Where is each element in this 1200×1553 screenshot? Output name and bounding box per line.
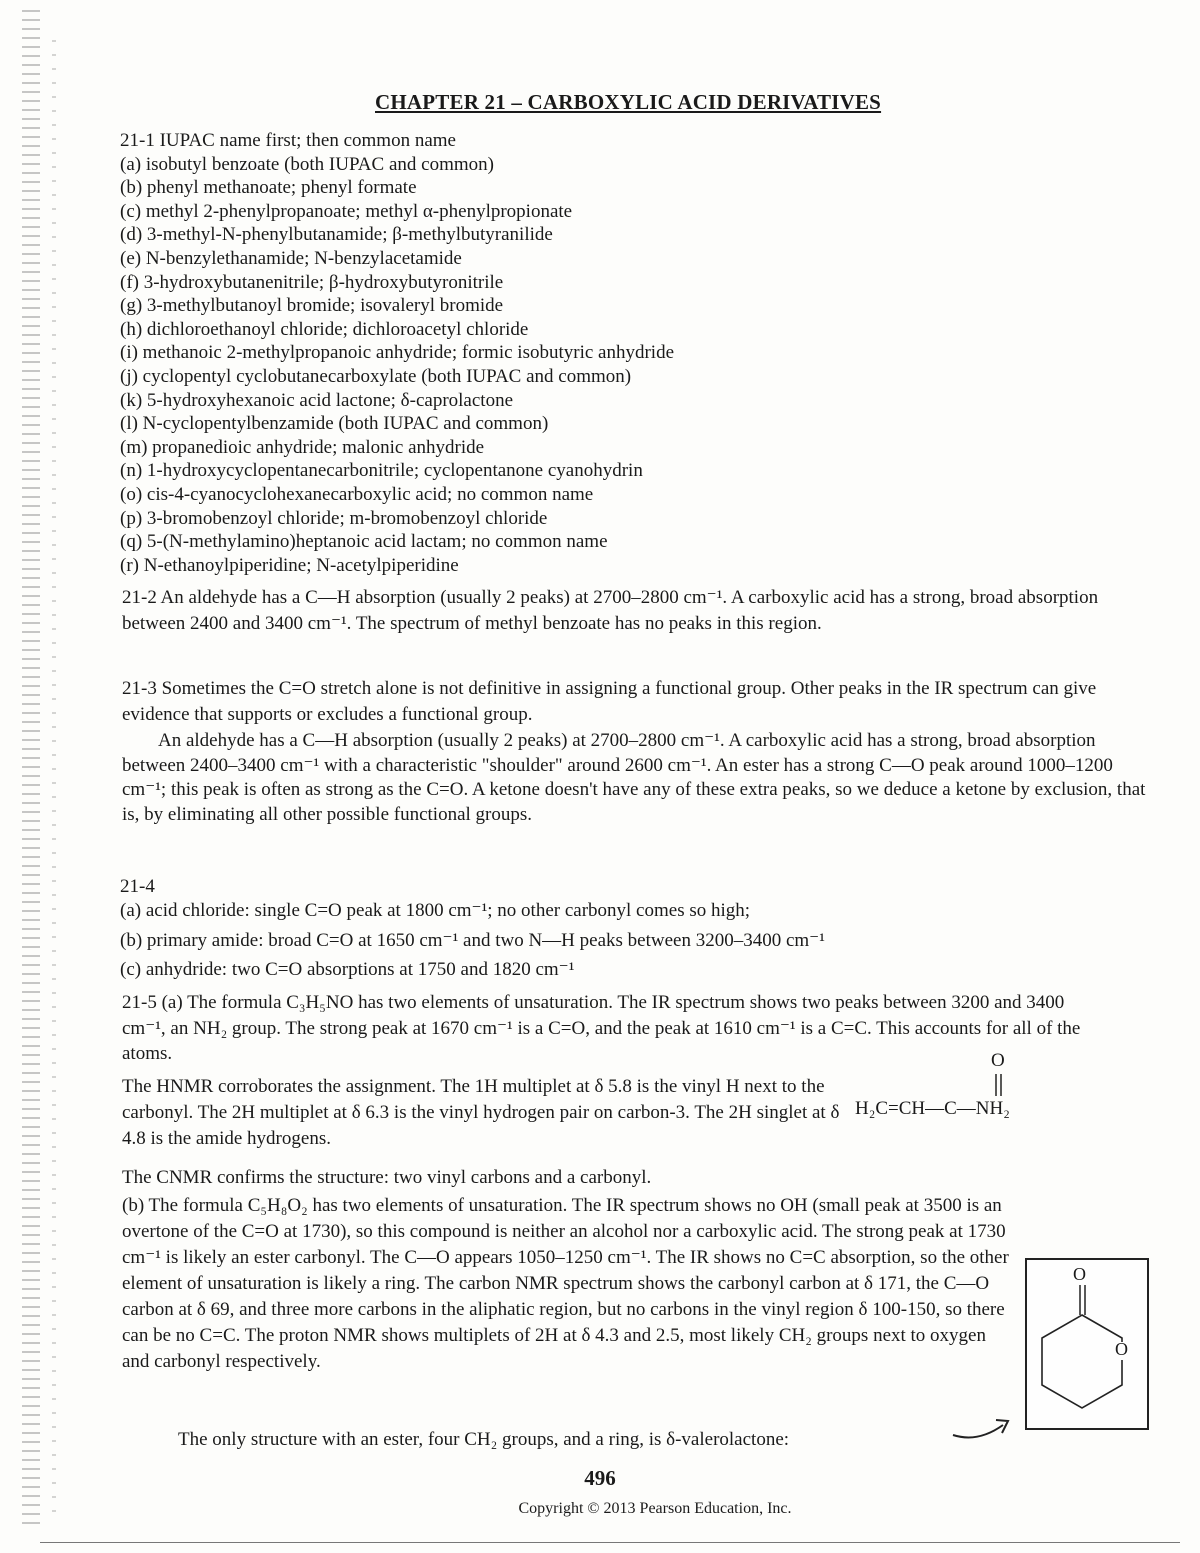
double-bond-mark [993,1072,1005,1098]
section-21-5a-ir: 21-5 (a) The formula C₃H₅NO has two elements of unsaturation. The IR spectrum shows two peaks between 3200 and 3400 cm⁻¹, an NH₂ group. The strong peak at 1670 cm⁻¹ is a C=O, and the peak at 1610 cm⁻¹ is a C=C. This accounts for all of the atoms. [122,992,1081,1064]
list-item: (j) cyclopentyl cyclobutanecarboxylate (both IUPAC and common) [120,365,632,387]
copyright: Copyright © 2013 Pearson Education, Inc. [518,1500,792,1517]
chapter-title: CHAPTER 21 – CARBOXYLIC ACID DERIVATIVES [375,90,882,114]
acrylamide-structure [855,1050,1095,1130]
pointer-arrow-icon [948,1395,1018,1445]
section-21-1 [120,129,1020,577]
section-21-4-b: (b) primary amide: broad C=O at 1650 cm⁻¹ and two N—H peaks between 3200–3400 cm⁻¹ [120,930,825,951]
section-21-3-body: An aldehyde has a C—H absorption (usually 2 peaks) at 2700–2800 cm⁻¹. A carboxylic acid has a strong, broad absorption between 2400–3400 cm⁻¹ with a characteristic "shoulder" around 2600 cm⁻¹. An ester has a strong C—O peak around 1000–1200 cm⁻¹; this peak is often as strong as the C=O. A ketone doesn't have any of these extra peaks, so we deduce a ketone by exclusion, that is, by eliminating all other possible functional groups. [122,730,1146,825]
section-21-2: 21-2 An aldehyde has a C—H absorption (usually 2 peaks) at 2700–2800 cm⁻¹. A carboxylic acid has a strong, broad absorption between 2400 and 3400 cm⁻¹. The spectrum of methyl benzoate has no peaks in this region. [122,587,1099,634]
section-21-5b-conclusion: The only structure with an ester, four CH₂ groups, and a ring, is δ-valerolactone: [178,1429,790,1450]
section-21-4-a: (a) acid chloride: single C=O peak at 1800 cm⁻¹; no other carbonyl comes so high; [120,900,751,921]
list-item: (q) 5-(N-methylamino)heptanoic acid lactam; no common name [120,531,608,553]
list-item: (m) propanedioic anhydride; malonic anhydride [120,436,485,458]
list-item: (i) methanoic 2-methylpropanoic anhydride; formic isobutyric anhydride [120,342,674,364]
section-21-4-c: (c) anhydride: two C=O absorptions at 1750 and 1820 cm⁻¹ [120,959,575,980]
lactone-ring-drawing [1027,1260,1147,1428]
binding-edge [22,10,40,1530]
list-item: (p) 3-bromobenzoyl chloride; m-bromobenzoyl chloride [120,507,548,529]
list-item: (c) methyl 2-phenylpropanoate; methyl α-phenylpropionate [120,200,573,222]
list-item: (d) 3-methyl-N-phenylbutanamide; β-methylbutyranilide [120,224,553,246]
valerolactone-structure [1025,1258,1149,1430]
list-item: (o) cis-4-cyanocyclohexanecarboxylic acid; no common name [120,483,594,505]
list-item: (r) N-ethanoylpiperidine; N-acetylpiperidine [120,554,459,576]
section-21-1-intro: 21-1 IUPAC name first; then common name [120,130,456,151]
section-21-4-label: 21-4 [120,876,155,897]
list-item: (g) 3-methylbutanoyl bromide; isovaleryl bromide [120,295,504,317]
binding-marks [52,40,56,1520]
carbonyl-oxygen-label: O [991,1050,1005,1071]
list-item: (n) 1-hydroxycyclopentanecarbonitrile; cyclopentanone cyanohydrin [120,460,643,482]
ring-oxygen-label: O [1115,1339,1128,1359]
list-item: (h) dichloroethanoyl chloride; dichloroacetyl chloride [120,318,529,340]
list-item: (b) phenyl methanoate; phenyl formate [120,177,417,199]
section-21-5a-cnmr: The CNMR confirms the structure: two vinyl carbons and a carbonyl. [122,1167,652,1188]
scan-edge-line [40,1542,1180,1543]
carbonyl-oxygen-label: O [1073,1264,1086,1284]
list-item: (k) 5-hydroxyhexanoic acid lactone; δ-caprolactone [120,389,513,411]
list-item: (f) 3-hydroxybutanenitrile; β-hydroxybutyronitrile [120,271,504,293]
acrylamide-formula: H₂C=CH—C—NH₂ [855,1098,1010,1119]
list-item: (l) N-cyclopentylbenzamide (both IUPAC and common) [120,413,549,435]
list-item: (e) N-benzylethanamide; N-benzylacetamide [120,247,462,269]
section-21-3-intro: 21-3 Sometimes the C=O stretch alone is not definitive in assigning a functional group. Other peaks in the IR spectrum can give evidence that supports or excludes a functional group. [122,678,1097,725]
list-item: (a) isobutyl benzoate (both IUPAC and common) [120,153,494,175]
section-21-5a-hnmr: The HNMR corroborates the assignment. The 1H multiplet at δ 5.8 is the vinyl H next to the carbonyl. The 2H multiplet at δ 6.3 is the vinyl hydrogen pair on carbon-3. The 2H singlet at δ 4.8 is the amide hydrogens. [122,1076,840,1149]
page-number: 496 [584,1466,616,1490]
section-21-5b: (b) The formula C₅H₈O₂ has two elements of unsaturation. The IR spectrum shows no OH (small peak at 3500 is an overtone of the C=O at 1730), so this compound is neither an alcohol nor a carboxylic acid. The strong peak at 1730 cm⁻¹ is likely an ester carbonyl. The C—O appears 1050–1250 cm⁻¹. The IR shows no C=C absorption, so the other element of unsaturation is likely a ring. The carbon NMR spectrum shows the carbonyl carbon at δ 171, the C—O carbon at δ 69, and three more carbons in the aliphatic region, but no carbons in the vinyl region δ 100-150, so there can be no C=C. The proton NMR shows multiplets of 2H at δ 4.3 and 2.5, most likely CH₂ groups next to oxygen and carbonyl respectively. [122,1195,1009,1372]
